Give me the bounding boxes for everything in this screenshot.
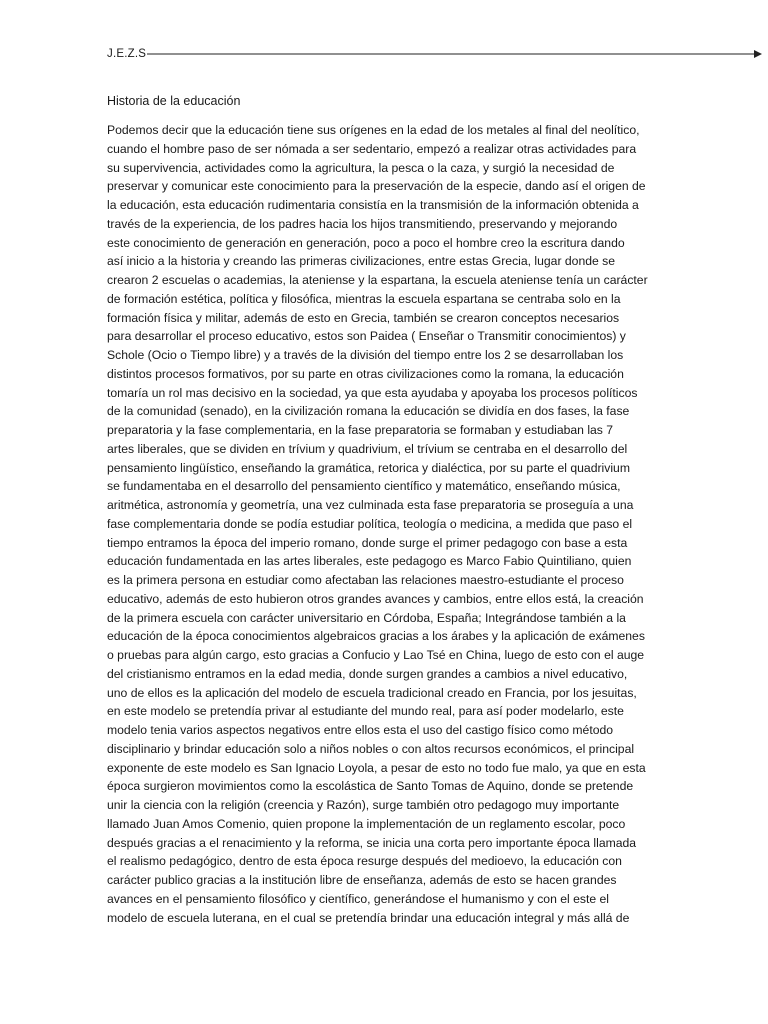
body-line: el realismo pedagógico, dentro de esta época resurge después del medioevo, la educación con (107, 854, 622, 869)
body-line: cuando el hombre paso de ser nómada a ser sedentario, empezó a realizar otras actividades para (107, 141, 637, 156)
author-initials: J.E.Z.S (107, 48, 147, 60)
body-line: carácter publico gracias a la institución libre de enseñanza, además de esto se hacen grandes (107, 873, 617, 887)
body-line: Schole (Ocio o Tiempo libre) y a través de la división del tiempo entre los 2 se desarrollaban los (107, 348, 624, 362)
body-line: modelo tenia varios aspectos negativos entre ellos esta el uso del castigo físico como método (107, 723, 614, 737)
body-line: este conocimiento de generación en generación, poco a poco el hombre creo la escritura dando (107, 235, 625, 250)
body-line: fase complementaria donde se podía estudiar política, teología o medicina, a medida que paso el (107, 516, 633, 531)
body-line: educación de la época conocimientos algebraicos gracias a los árabes y la aplicación de exámenes (107, 629, 645, 644)
body-line: se fundamentaba en el desarrollo del pensamiento científico y matemático, enseñando música, (107, 479, 621, 494)
body-line: uno de ellos es la aplicación del modelo de escuela tradicional creado en Francia, por los jesuitas, (107, 685, 637, 700)
body-line: través de la experiencia, de los padres hacia los hijos transmitiendo, preservando y mejorando (107, 216, 618, 231)
body-line: preservar y comunicar este conocimiento para la preservación de la especie, dando así el origen de (107, 179, 646, 194)
body-line: unir la ciencia con la religión (creencia y Razón), surge también otro pedagogo muy importante (107, 798, 620, 812)
body-line: de la comunidad (senado), en la civilización romana la educación se dividía en dos fases, la fase (107, 404, 630, 419)
body-line: después gracias a el renacimiento y la reforma, se inicia una corta pero importante época llamada (107, 835, 637, 850)
body-line: de la primera escuela con carácter universitario en Córdoba, España; Integrándose también a la (107, 610, 626, 625)
body-line: educación fundamentada en las artes liberales, este pedagogo es Marco Fabio Quintiliano, quien (107, 554, 632, 569)
body-line: modelo de escuela luterana, en el cual se pretendía brindar una educación integral y más allá de (107, 910, 630, 925)
body-line: artes liberales, que se dividen en trívium y quadrivium, el trívium se centraba en el desarrollo del (107, 441, 628, 456)
body-line: o pruebas para algún cargo, esto gracias a Confucio y Lao Tsé en China, luego de esto con el auge (107, 648, 645, 662)
header-arrow-rule (147, 49, 762, 59)
body-line: formación física y militar, además de esto en Grecia, también se crearon conceptos necesarios (107, 310, 620, 325)
document-title: Historia de la educación (107, 94, 241, 108)
body-line: es la primera persona en estudiar como afectaban las relaciones maestro-estudiante el proceso (107, 573, 624, 587)
body-line: pensamiento lingüístico, enseñando la gramática, retorica y dialéctica, por su parte el quadrivium (107, 460, 630, 475)
page-header (107, 46, 762, 62)
body-line: educativo, además de esto hubieron otros grandes avances y cambios, entre ellos está, la creación (107, 591, 644, 606)
body-line: su supervivencia, actividades como la agricultura, la pesca o la caza, y surgió la necesidad de (107, 160, 615, 175)
body-line: crearon 2 escuelas o academias, la ateniense y la espartana, la escuela ateniense tenía un carácter (107, 273, 648, 287)
body-line: avances en el pensamiento filosófico y científico, generándose el humanismo y con el este el (107, 891, 610, 906)
body-line: disciplinario y brindar educación solo a niños nobles o con altos recursos económicos, el principal (107, 741, 635, 756)
body-line: de formación estética, política y filosófica, mientras la escuela espartana se centraba solo en la (107, 291, 621, 306)
body-line: tiempo entramos la época del imperio romano, donde surge el primer pedagogo con base a esta (107, 535, 628, 550)
body-line: la educación, esta educación rudimentaria consistía en la transmisión de la información obtenida a (107, 198, 639, 212)
body-line: época surgieron movimientos como la escolástica de Santo Tomas de Aquino, donde se pretende (107, 779, 634, 794)
body-line: en este modelo se pretendía privar al estudiante del mundo real, para así poder modelarlo, este (107, 704, 624, 719)
body-line: del cristianismo entramos en la edad media, donde surgen grandes a cambios a nivel educativo, (107, 666, 628, 681)
body-line: exponente de este modelo es San Ignacio Loyola, a pesar de esto no todo fue malo, ya que en esta (107, 760, 646, 775)
body-line: tomaría un rol mas decisivo en la sociedad, ya que esta ayudaba y apoyaba los procesos políticos (107, 385, 638, 400)
body-line: preparatoria y la fase complementaria, en la fase preparatoria se formaban y estudiaban las 7 (107, 423, 614, 437)
body-line: aritmética, astronomía y geometría, una vez culminada esta fase preparatoria se proseguía a una (107, 498, 634, 512)
body-line: para desarrollar el proceso educativo, estos son Paidea ( Enseñar o Transmitir conocimientos) y (107, 329, 626, 344)
body-paragraph (107, 121, 648, 927)
body-line: distintos procesos formativos, por su parte en otras civilizaciones como la romana, la educación (107, 366, 624, 381)
body-line: Podemos decir que la educación tiene sus orígenes en la edad de los metales al final del neolítico, (107, 123, 640, 137)
body-line: así inicio a la historia y creando las primeras civilizaciones, entre estas Grecia, lugar donde se (107, 254, 616, 269)
body-line: llamado Juan Amos Comenio, quien propone la implementación de un reglamento escolar, poco (107, 816, 626, 831)
